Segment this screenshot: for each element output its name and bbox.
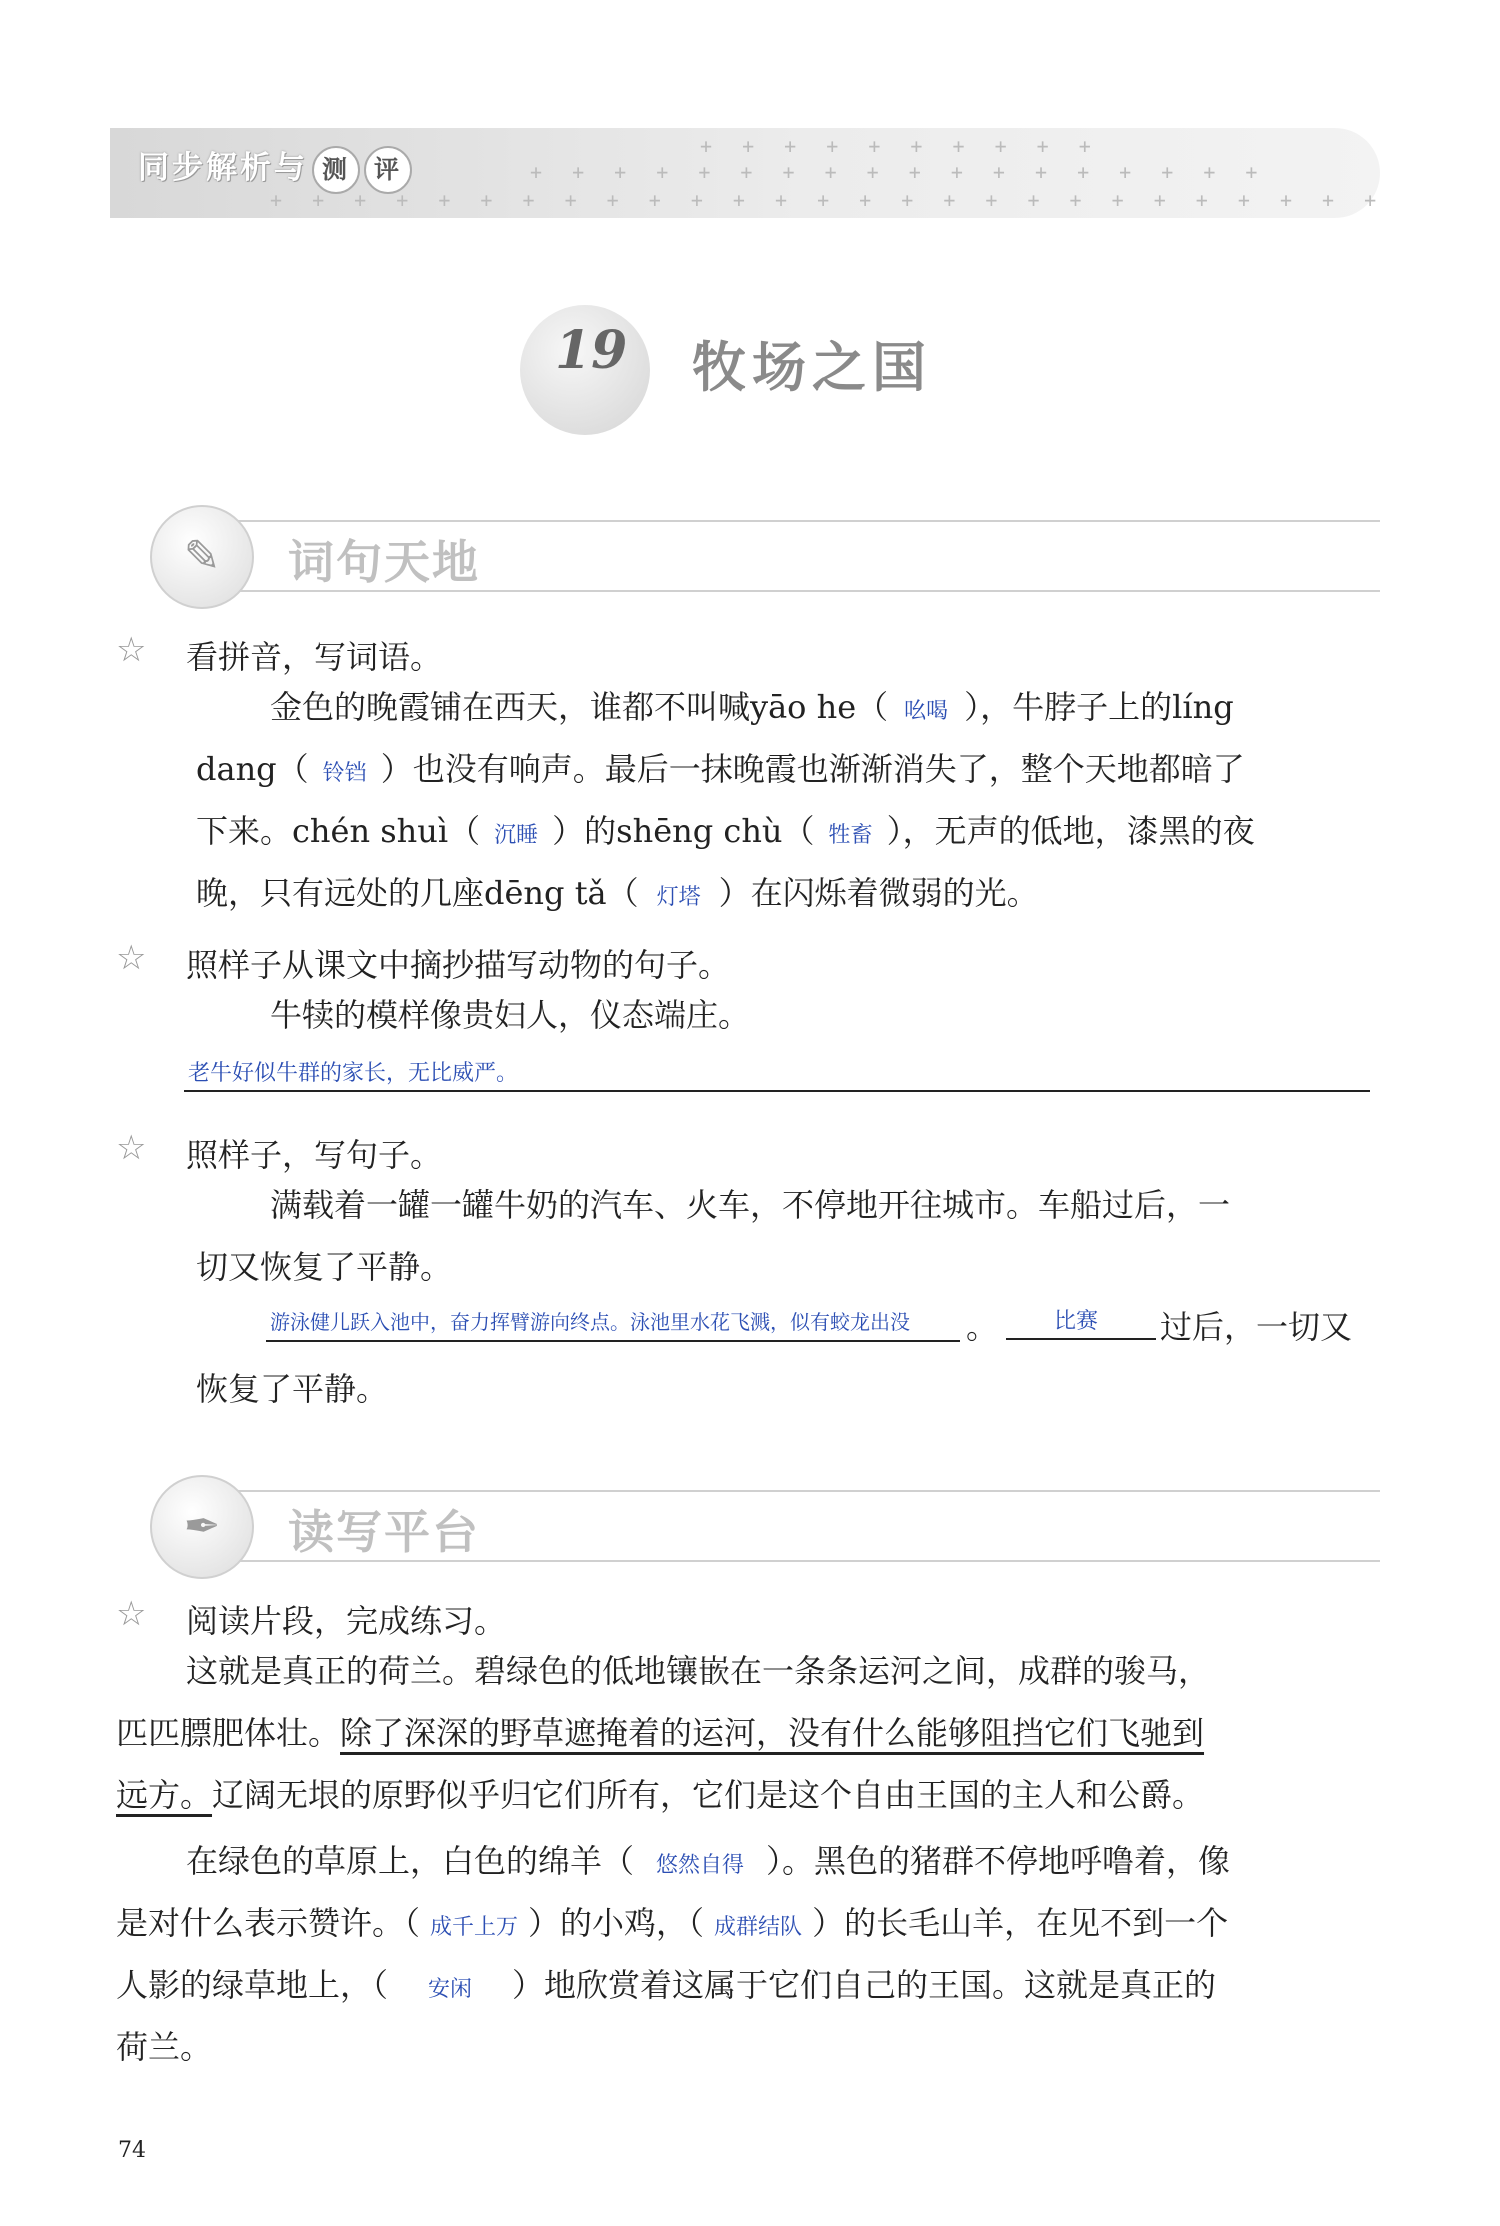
- q1-answer-2: 铃铛: [322, 761, 367, 786]
- passage1-underlined-a: 除了深深的野草遮掩着的运河，没有什么能够阻挡它们飞驰到: [340, 1714, 1205, 1752]
- book-series-title: [138, 142, 412, 194]
- passage-blank-1: 悠然自得: [656, 1853, 745, 1878]
- section2-top-rule: [190, 1490, 1380, 1492]
- q3-tail-2: 恢复了平静。: [196, 1370, 389, 1408]
- star-icon: ☆: [116, 938, 147, 978]
- passage2-line-3: 人影的绿草地上，（ 安闲 ）地欣赏着这属于它们自己的王国。这就是真正的: [116, 1966, 1217, 2004]
- section1-top-rule: [190, 520, 1380, 522]
- reading-prompt: 阅读片段，完成练习。: [186, 1602, 507, 1640]
- series-title-text: 同步解析与: [138, 150, 308, 186]
- lesson-title: 牧场之国: [692, 336, 932, 399]
- q3-answer-line: [266, 1340, 960, 1342]
- passage1-line-3: 远方。辽阔无垠的原野似乎归它们所有，它们是这个自由王国的主人和公爵。: [116, 1776, 1205, 1814]
- q3-answer: 游泳健儿跃入池中，奋力挥臂游向终点。泳池里水花飞溅，似有蛟龙出没: [270, 1310, 910, 1334]
- series-title-char-1: 测: [312, 146, 360, 194]
- star-icon: ☆: [116, 1128, 147, 1168]
- q1-line-4: 晚，只有远处的几座dēng tǎ（ 灯塔 ）在闪烁着微弱的光。: [196, 874, 1039, 912]
- passage-blank-2: 成千上万: [430, 1915, 519, 1940]
- pen-icon: ✒: [150, 1475, 254, 1579]
- q3-blank-line: [1006, 1338, 1156, 1340]
- q3-period: 。: [966, 1308, 999, 1346]
- header-decoration-row-1: + + + + + + + + + +: [700, 134, 1100, 158]
- q1-answer-5: 灯塔: [656, 885, 701, 910]
- passage1-line-2: 匹匹膘肥体壮。除了深深的野草遮掩着的运河，没有什么能够阻挡它们飞驰到: [116, 1714, 1205, 1752]
- header-decoration-row-2: + + + + + + + + + + + + + + + + + +: [530, 160, 1267, 184]
- q3-tail-1: 过后，一切又: [1160, 1308, 1353, 1346]
- passage1-underlined-b: 远方。: [116, 1776, 213, 1814]
- header-decoration-row-3: + + + + + + + + + + + + + + + + + + + + + + + + + + +: [270, 188, 1386, 212]
- q3-example-line-2: 切又恢复了平静。: [196, 1248, 453, 1286]
- q3-prompt: 照样子，写句子。: [186, 1136, 443, 1174]
- q3-example-line-1: 满载着一罐一罐牛奶的汽车、火车，不停地开往城市。车船过后，一: [270, 1186, 1231, 1224]
- q3-blank-answer: 比赛: [1054, 1309, 1099, 1334]
- q2-example: 牛犊的模样像贵妇人，仪态端庄。: [270, 996, 751, 1034]
- section1-title: 词句天地: [288, 535, 480, 589]
- q1-line-2: dang（ 铃铛 ）也没有响声。最后一抹晚霞也渐渐消失了，整个天地都暗了: [196, 750, 1245, 788]
- passage2-line-4: 荷兰。: [116, 2028, 213, 2066]
- q1-line-1: 金色的晚霞铺在西天，谁都不叫喊yāo he（ 吆喝 ），牛脖子上的líng: [270, 688, 1234, 726]
- q1-answer-3: 沉睡: [494, 823, 539, 848]
- passage1-line-1: 这就是真正的荷兰。碧绿色的低地镶嵌在一条条运河之间，成群的骏马，: [186, 1652, 1211, 1690]
- q2-answer: 老牛好似牛群的家长，无比威严。: [188, 1061, 519, 1086]
- q2-prompt: 照样子从课文中摘抄描写动物的句子。: [186, 946, 731, 984]
- q1-answer-4: 牲畜: [828, 823, 873, 848]
- star-icon: ☆: [116, 630, 147, 670]
- q1-line-3: 下来。chén shuì（ 沉睡 ）的shēng chù（ 牲畜 ），无声的低地，漆黑的夜: [196, 812, 1255, 850]
- q2-answer-line: [184, 1090, 1370, 1092]
- passage2-line-2: 是对什么表示赞许。（ 成千上万 ）的小鸡，（ 成群结队 ）的长毛山羊，在见不到一个: [116, 1904, 1229, 1942]
- section2-title: 读写平台: [288, 1505, 480, 1559]
- book-icon: ✎: [150, 505, 254, 609]
- star-icon: ☆: [116, 1594, 147, 1634]
- q1-prompt: 看拼音，写词语。: [186, 638, 443, 676]
- passage-blank-3: 成群结队: [714, 1915, 803, 1940]
- passage-blank-4: 安闲: [428, 1977, 473, 2002]
- lesson-number: 19: [555, 320, 628, 381]
- passage2-line-1: 在绿色的草原上，白色的绵羊（ 悠然自得 ）。黑色的猪群不停地呼噜着，像: [186, 1842, 1231, 1880]
- series-title-char-2: 评: [364, 146, 412, 194]
- page-number: 74: [118, 2138, 146, 2163]
- q1-answer-1: 吆喝: [904, 699, 949, 724]
